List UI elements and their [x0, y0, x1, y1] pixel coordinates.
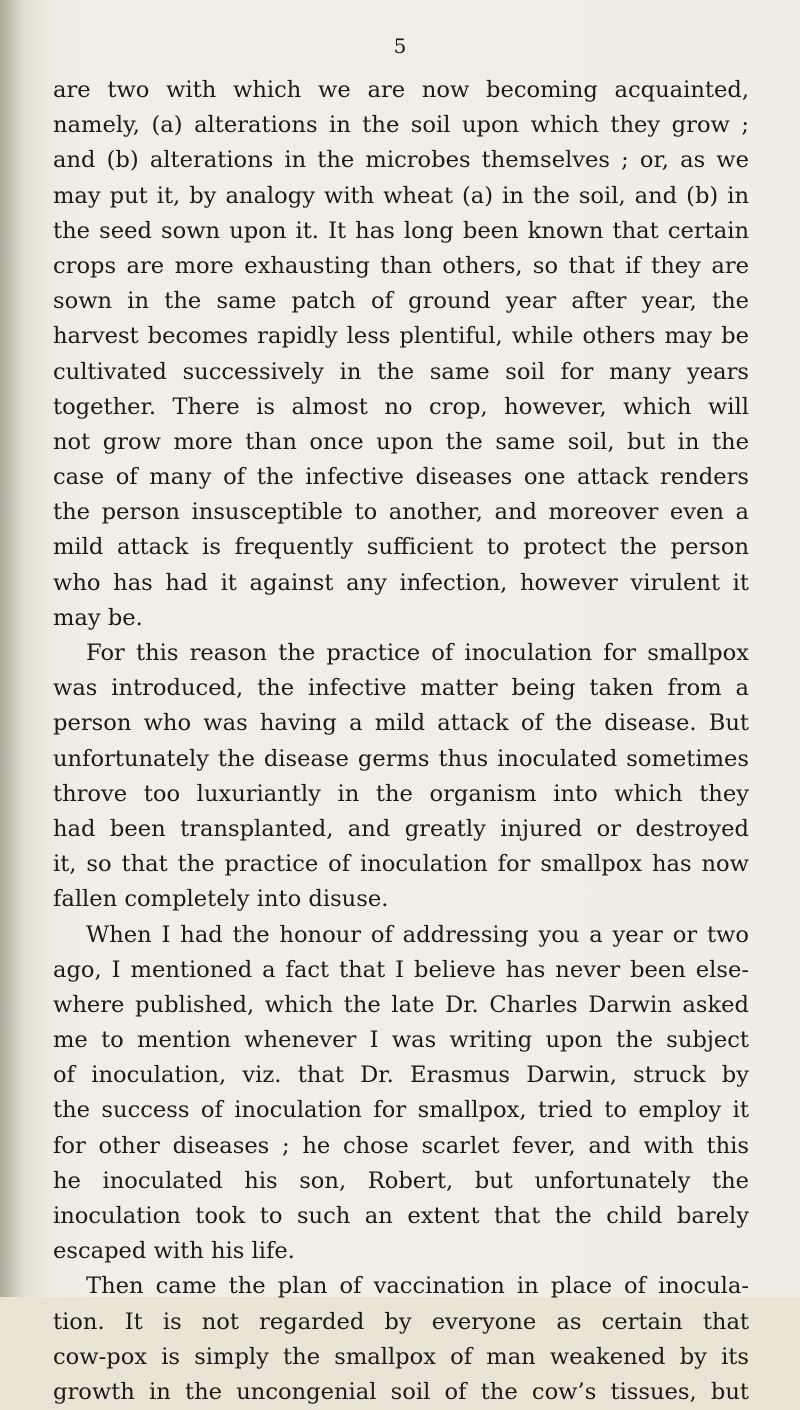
text-line: the person insusceptible to another, and moreover even a: [53, 499, 749, 526]
text-line: are two with which we are now becoming acquainted,: [53, 77, 749, 103]
text-line: had been transplanted, and greatly injured or destroyed: [53, 815, 749, 842]
text-line: growth in the uncongenial soil of the cow’s tissues, but: [53, 1378, 749, 1405]
text-line: throve too luxuriantly in the organism into which they: [53, 780, 749, 807]
text-line: cultivated successively in the same soil for many years: [53, 358, 749, 385]
text-line: not grow more than once upon the same soil, but in the: [53, 428, 749, 455]
text-line: For this reason the practice of inoculation for smallpox: [86, 640, 749, 666]
text-line: together. There is almost no crop, however, which will: [53, 393, 749, 420]
binding-gutter-shadow: [0, 0, 22, 1297]
text-line: was introduced, the infective matter being taken from a: [53, 675, 749, 702]
text-line: unfortunately the disease germs thus inoculated sometimes: [53, 745, 749, 772]
text-line: of inoculation, viz. that Dr. Erasmus Darwin, struck by: [53, 1062, 749, 1089]
text-line: for other diseases ; he chose scarlet fever, and with this: [53, 1132, 749, 1159]
text-line: namely, (a) alterations in the soil upon which they grow ;: [53, 112, 749, 139]
text-line: cow-pox is simply the smallpox of man weakened by its: [53, 1343, 749, 1370]
text-line: crops are more exhausting than others, so that if they are: [53, 252, 749, 279]
page-number: 5: [393, 34, 407, 58]
text-line: who has had it against any infection, however virulent it: [53, 569, 749, 596]
text-line: harvest becomes rapidly less plentiful, while others may be: [53, 323, 749, 350]
text-line: case of many of the infective diseases one attack renders: [53, 464, 749, 491]
text-line: Then came the plan of vaccination in place of inocula-: [86, 1273, 749, 1300]
text-line: escaped with his life.: [53, 1238, 295, 1265]
text-line: he inoculated his son, Robert, but unfortunately the: [53, 1167, 749, 1194]
text-line: me to mention whenever I was writing upon the subject: [53, 1027, 749, 1054]
text-line: it, so that the practice of inoculation for smallpox has now: [53, 851, 749, 878]
text-line: inoculation took to such an extent that the child barely: [53, 1203, 749, 1229]
text-line: where published, which the late Dr. Charles Darwin asked: [53, 991, 749, 1018]
text-line: tion. It is not regarded by everyone as certain that: [53, 1308, 749, 1335]
text-line: the success of inoculation for smallpox, tried to employ it: [53, 1097, 749, 1124]
text-line: mild attack is frequently sufficient to protect the person: [53, 534, 749, 561]
text-line: When I had the honour of addressing you a year or two: [86, 921, 749, 948]
text-line: and (b) alterations in the microbes themselves ; or, as we: [53, 147, 749, 174]
text-line: person who was having a mild attack of the disease. But: [53, 710, 749, 737]
text-line: ago, I mentioned a fact that I believe has never been else-: [53, 956, 749, 983]
text-line: sown in the same patch of ground year after year, the: [53, 288, 749, 315]
text-line: the seed sown upon it. It has long been known that certain: [53, 217, 749, 244]
text-line: may be.: [53, 604, 143, 631]
body-text: [53, 73, 749, 1410]
text-line: may put it, by analogy with wheat (a) in the soil, and (b) in: [53, 182, 749, 209]
text-line: fallen completely into disuse.: [53, 886, 389, 913]
